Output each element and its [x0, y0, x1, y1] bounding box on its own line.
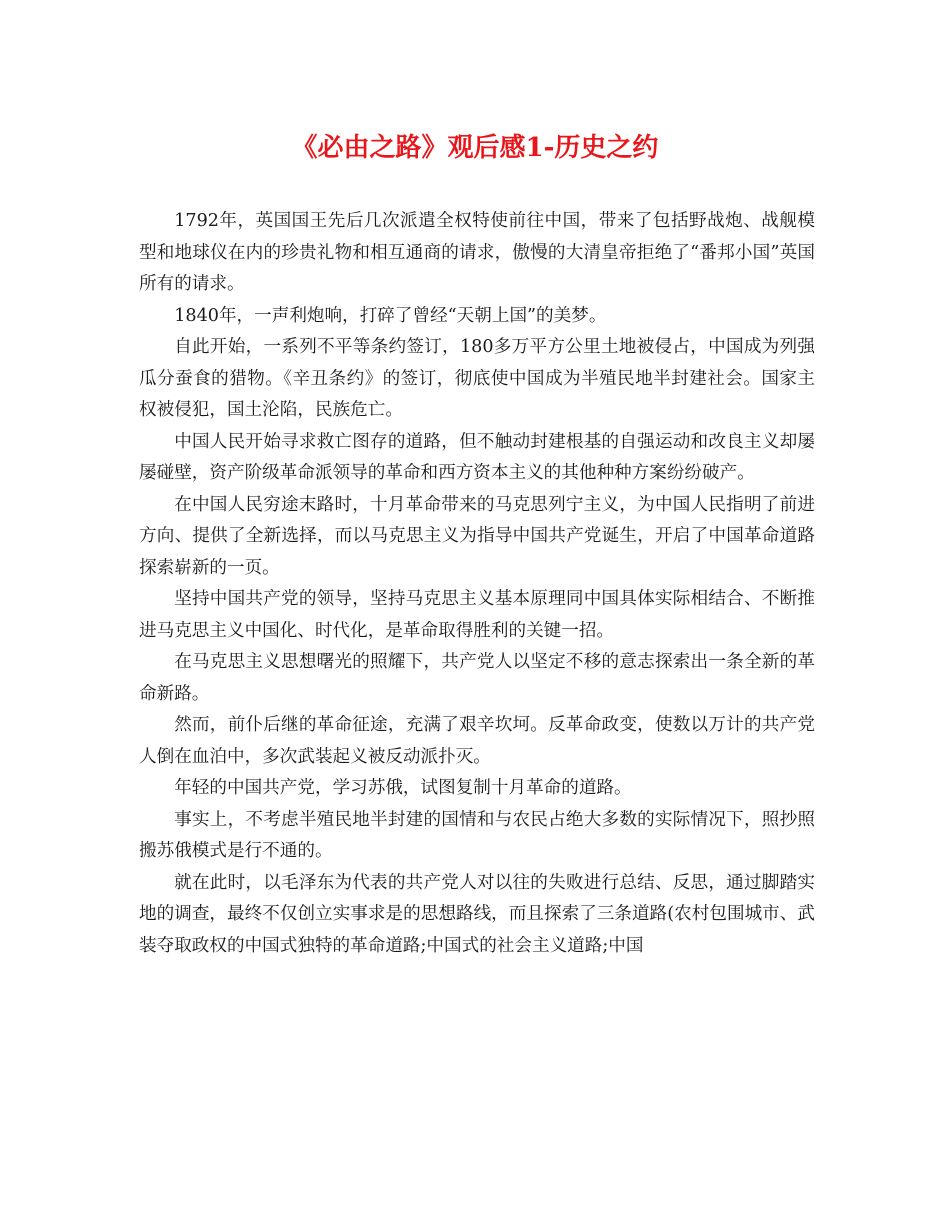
document-body	[139, 206, 815, 962]
paragraph: 就在此时，以毛泽东为代表的共产党人对以往的失败进行总结、反思，通过脚踏实地的调查，最终不仅创立实事求是的思想路线，而且探索了三条道路(农村包围城市、武装夺取政权的中国式独特的革命道路;中国式的社会主义道路;中国	[139, 872, 815, 956]
paragraph: 1840年，一声利炮响，打碎了曾经“天朝上国”的美梦。	[174, 305, 607, 326]
paragraph: 然而，前仆后继的革命征途，充满了艰辛坎坷。反革命政变，使数以万计的共产党人倒在血泊中，多次武装起义被反动派扑灭。	[139, 715, 815, 767]
paragraph: 自此开始，一系列不平等条约签订，180多万平方公里土地被侵占，中国成为列强瓜分蚕食的猎物。《辛丑条约》的签订，彻底使中国成为半殖民地半封建社会。国家主权被侵犯，国土沦陷，民族危亡。	[139, 337, 815, 420]
document-title: 《必由之路》观后感1-历史之约	[291, 133, 659, 163]
paragraph: 中国人民开始寻求救亡图存的道路，但不触动封建根基的自强运动和改良主义却屡屡碰壁，资产阶级革命派领导的革命和西方资本主义的其他种种方案纷纷破产。	[139, 431, 815, 483]
paragraph: 坚持中国共产党的领导，坚持马克思主义基本原理同中国具体实际相结合、不断推进马克思主义中国化、时代化，是革命取得胜利的关键一招。	[139, 589, 815, 641]
paragraph: 年轻的中国共产党，学习苏俄，试图复制十月革命的道路。	[174, 778, 632, 798]
paragraph: 在中国人民穷途末路时，十月革命带来的马克思列宁主义，为中国人民指明了前进方向、提供了全新选择，而以马克思主义为指导中国共产党诞生，开启了中国革命道路探索崭新的一页。	[139, 494, 815, 578]
paragraph: 事实上，不考虑半殖民地半封建的国情和与农民占绝大多数的实际情况下，照抄照搬苏俄模式是行不通的。	[139, 809, 815, 861]
paragraph: 1792年，英国国王先后几次派遣全权特使前往中国，带来了包括野战炮、战舰模型和地球仪在内的珍贵礼物和相互通商的请求，傲慢的大清皇帝拒绝了“番邦小国”英国所有的请求。	[139, 211, 815, 294]
paragraph: 在马克思主义思想曙光的照耀下，共产党人以坚定不移的意志探索出一条全新的革命新路。	[139, 652, 815, 704]
